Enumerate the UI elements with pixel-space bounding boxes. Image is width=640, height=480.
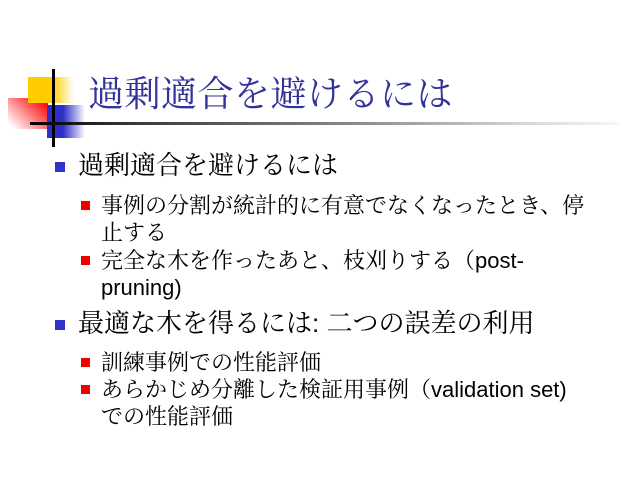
bullet-text-line: 止する <box>101 220 168 245</box>
bullet-text-line: 完全な木を作ったあと、枝刈りする（post- <box>101 248 524 273</box>
level1-bullet-square-icon <box>55 320 65 330</box>
level2-bullet-square-icon <box>81 358 90 367</box>
bullet-text-line: pruning) <box>101 275 182 300</box>
level2-bullet-square-icon <box>81 385 90 394</box>
level2-bullet-square-icon <box>81 256 90 265</box>
deco-yellow-square <box>28 77 74 103</box>
bullet-text-line: 訓練事例での性能評価 <box>101 350 322 375</box>
deco-vertical-line <box>52 69 55 147</box>
level2-bullet-square-icon <box>81 201 90 210</box>
level1-bullet-square-icon <box>55 162 65 172</box>
bullet-text-line: での性能評価 <box>101 404 234 429</box>
bullet-item-level2 <box>80 192 584 246</box>
bullet-text: 過剰適合を避けるには <box>78 150 339 180</box>
bullet-text-line: あらかじめ分離した検証用事例（validation set) <box>101 377 567 402</box>
bullet-text: 最適な木を得るには: 二つの誤差の利用 <box>78 308 535 338</box>
bullet-item-level2 <box>80 376 567 430</box>
bullet-text-line: 事例の分割が統計的に有意でなくなったとき、停 <box>101 193 585 218</box>
title-underline-rule <box>30 122 620 125</box>
bullet-item-level2 <box>80 349 321 376</box>
bullet-item-level2 <box>80 247 524 301</box>
bullet-item-level1 <box>55 308 534 338</box>
slide-title: 過剰適合を避けるには <box>88 73 454 114</box>
bullet-item-level1 <box>55 150 338 180</box>
